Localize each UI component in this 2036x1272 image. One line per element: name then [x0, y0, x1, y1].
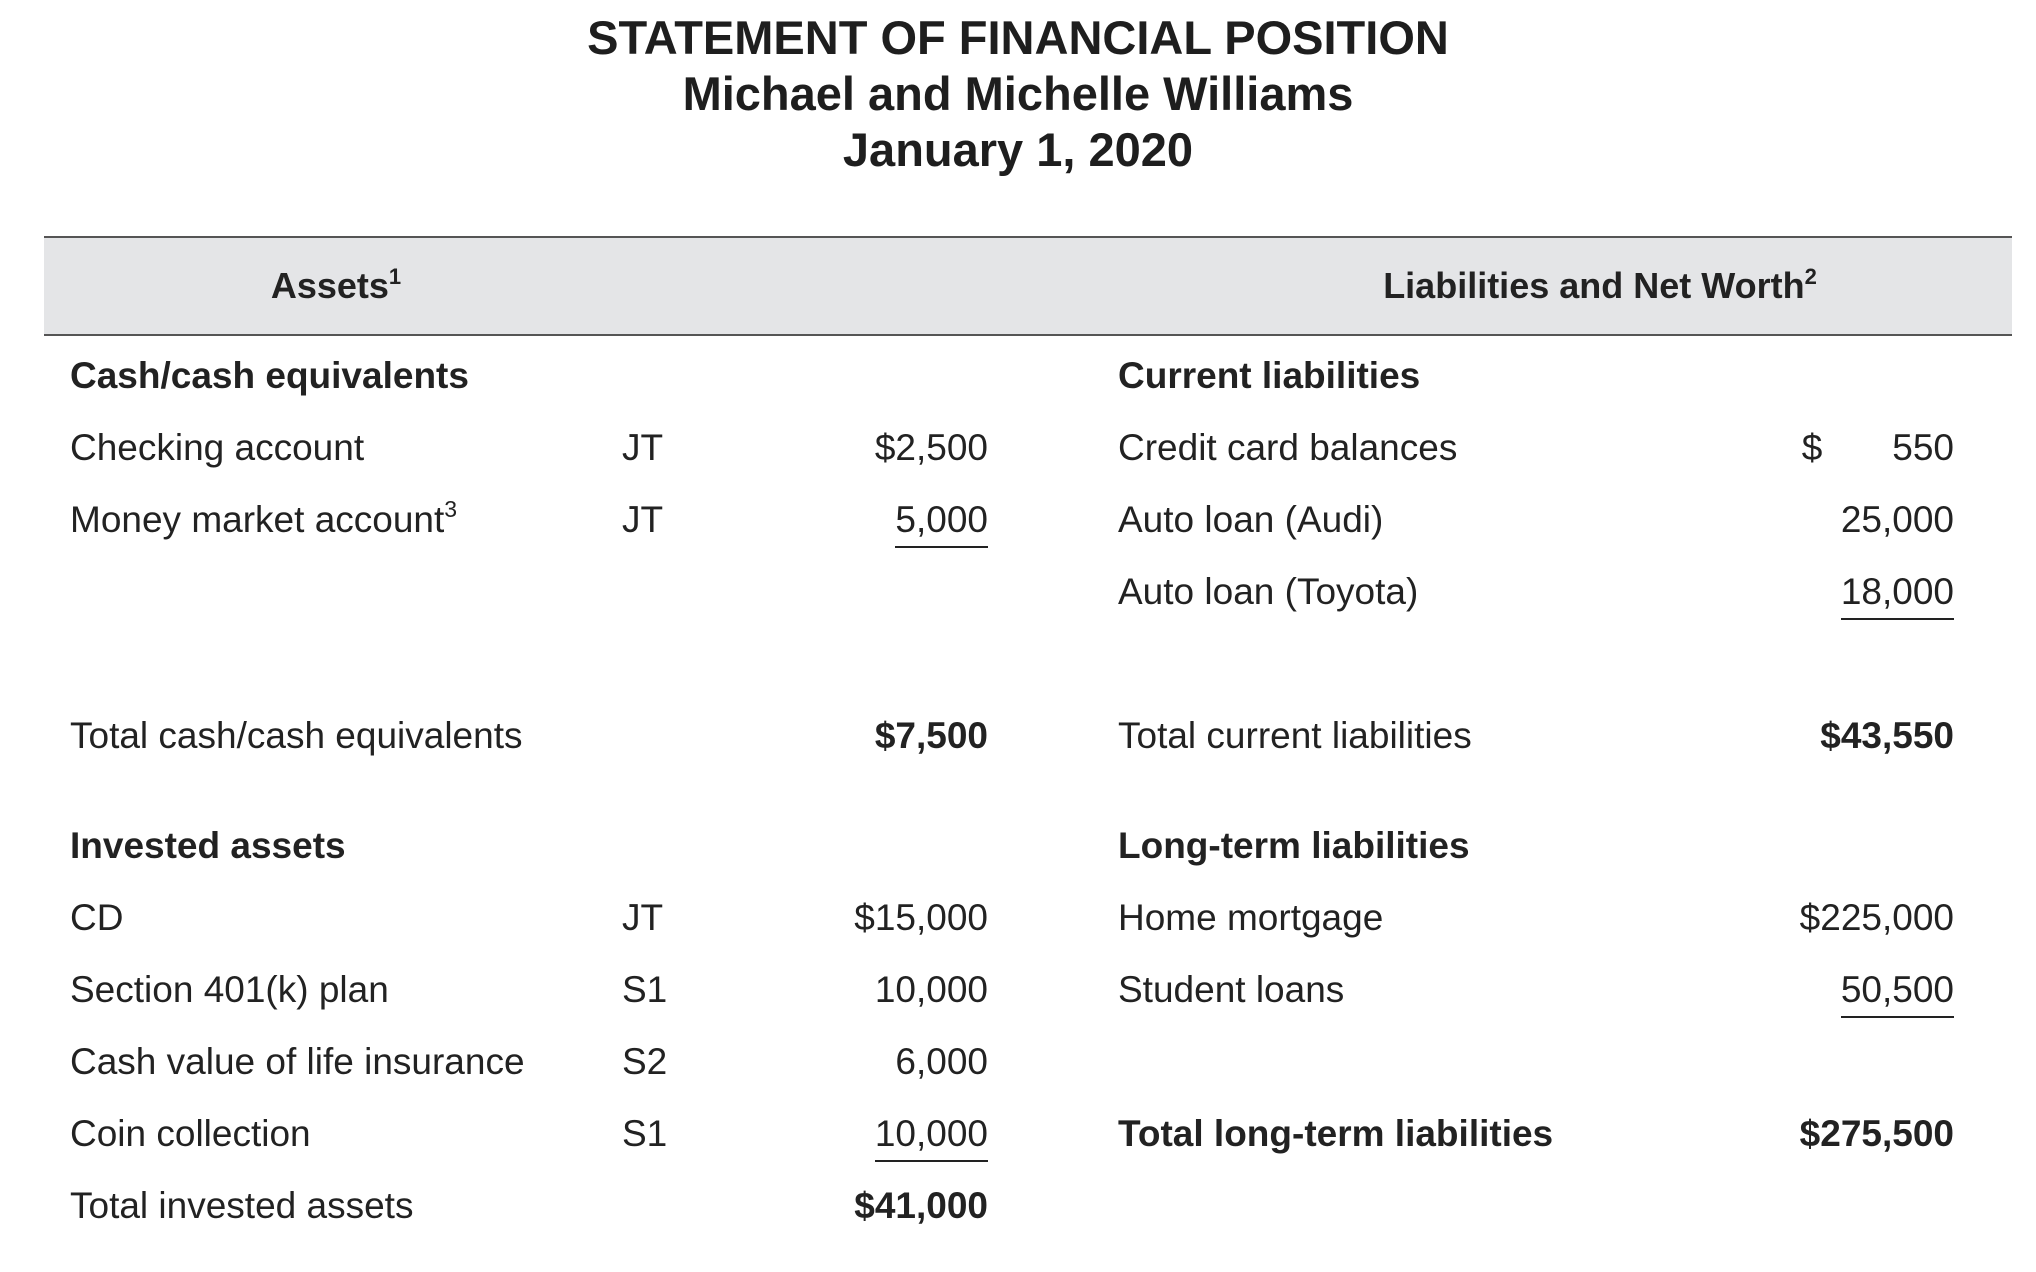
- liability-row-amount: [1700, 418, 1954, 478]
- asset-row-amount-value: 10,000: [875, 1108, 988, 1162]
- asset-row-owner: S2: [622, 1041, 668, 1082]
- asset-row-amount: $2,500: [874, 427, 988, 468]
- title-line-1: STATEMENT OF FINANCIAL POSITION: [587, 11, 1449, 64]
- title-line-2: Michael and Michelle Williams: [682, 67, 1354, 120]
- asset-row-label: Coin collection: [70, 1113, 311, 1154]
- liability-row-amount-value: 18,000: [1841, 566, 1954, 620]
- statement-title: [0, 10, 2036, 178]
- asset-row-amount: 10,000: [874, 969, 988, 1010]
- assets-footnote: 1: [388, 264, 402, 289]
- table-header: [44, 236, 2012, 336]
- asset-row-amount: $15,000: [854, 897, 988, 938]
- asset-row-amount: 6,000: [895, 1041, 988, 1082]
- liability-row-amount-value: 50,500: [1841, 964, 1954, 1018]
- liability-row-amount: $225,000: [1799, 897, 1954, 938]
- liabilities-footnote: 2: [1804, 264, 1817, 289]
- asset-row-label: CD: [70, 897, 124, 938]
- long-term-liabilities-heading: Long-term liabilities: [1118, 825, 1470, 866]
- liability-row-label: Home mortgage: [1118, 897, 1384, 938]
- liability-row-amount: [1700, 960, 1954, 1020]
- liability-row-label: Auto loan (Audi): [1118, 499, 1384, 540]
- asset-row-label-text: Money market account: [70, 499, 445, 540]
- current-liabilities-heading: Current liabilities: [1118, 355, 1421, 396]
- liability-row-label: Credit card balances: [1118, 427, 1458, 468]
- liability-row-amount: 25,000: [1840, 499, 1954, 540]
- long-term-total-label: Total long-term liabilities: [1118, 1113, 1554, 1154]
- asset-row-label: Checking account: [70, 427, 365, 468]
- asset-row-label: Section 401(k) plan: [70, 969, 389, 1010]
- current-total-label: Total current liabilities: [1118, 715, 1472, 756]
- liability-row-label: Student loans: [1118, 969, 1345, 1010]
- asset-row-label: [70, 490, 457, 550]
- invested-heading: Invested assets: [70, 825, 346, 866]
- invested-total-amount: $41,000: [854, 1185, 988, 1226]
- invested-total-label: Total invested assets: [70, 1185, 414, 1226]
- liability-row-amount-value: 550: [1892, 427, 1954, 468]
- assets-header-label: Assets: [270, 265, 389, 306]
- asset-row-owner: S1: [622, 1113, 668, 1154]
- liability-row-amount: [1700, 562, 1954, 622]
- liability-row-label: Auto loan (Toyota): [1118, 571, 1419, 612]
- title-line-3: January 1, 2020: [842, 123, 1194, 176]
- cash-heading: Cash/cash equivalents: [70, 355, 469, 396]
- long-term-total-amount: $275,500: [1799, 1113, 1954, 1154]
- asset-row-amount: [790, 1104, 988, 1164]
- cash-total-amount: $7,500: [874, 715, 988, 756]
- asset-row-amount-value: 5,000: [895, 494, 988, 548]
- asset-row-owner: S1: [622, 969, 668, 1010]
- cash-total-label: Total cash/cash equivalents: [70, 715, 523, 756]
- asset-row-amount: [790, 490, 988, 550]
- assets-header: [44, 238, 628, 334]
- liabilities-header-label: Liabilities and Net Worth: [1383, 265, 1805, 306]
- asset-row-owner: JT: [622, 897, 664, 938]
- liabilities-header: [1140, 238, 2036, 334]
- asset-row-footnote: 3: [444, 496, 458, 522]
- asset-row-owner: JT: [622, 427, 664, 468]
- current-total-amount: $43,550: [1820, 715, 1954, 756]
- currency-symbol: $: [1801, 427, 1823, 468]
- asset-row-owner: JT: [622, 499, 664, 540]
- asset-row-label: Cash value of life insurance: [70, 1041, 525, 1082]
